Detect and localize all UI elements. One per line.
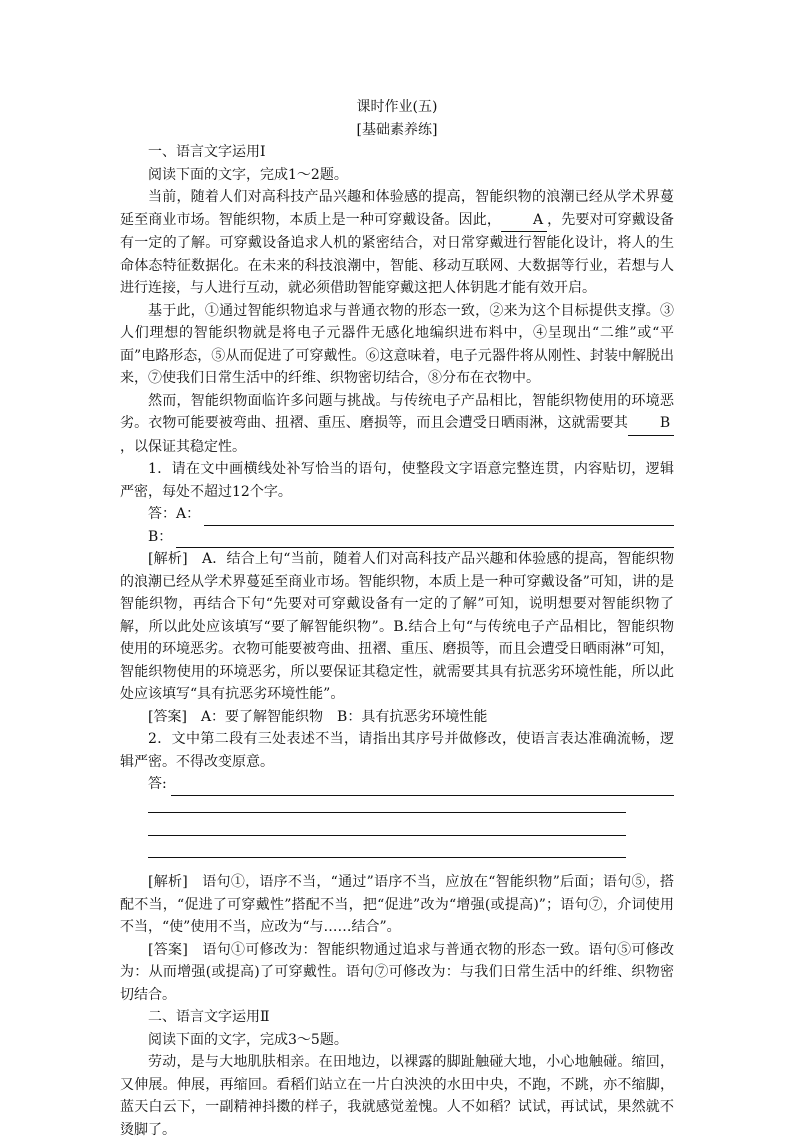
answer-a-row: [120, 503, 674, 526]
passage-text: ，以保证其稳定性。: [120, 438, 246, 455]
blank-a: A: [501, 209, 547, 233]
section2-instruction: 阅读下面的文字，完成3～5题。: [148, 1031, 348, 1048]
analysis-tag: [解析]: [148, 874, 188, 890]
answer-2-label: 答:: [148, 776, 167, 792]
passage-text: 当前，随着人们对高科技产品兴趣和体验感的提高，智能织物的浪潮已经从学术界蔓延至商业市场。智能织物，本质上是一种可穿戴设备。因此，: [120, 189, 674, 228]
page-title: 课时作业(五): [356, 99, 438, 115]
q2-analysis: [120, 871, 674, 939]
answer-2-line-2[interactable]: [120, 796, 674, 819]
section2-heading: 二、语言文字运用Ⅱ: [148, 1009, 270, 1025]
analysis-tag: [解析]: [148, 551, 188, 567]
q2-key: [120, 939, 674, 1007]
answer-2-line-4[interactable]: [120, 841, 674, 864]
q1-analysis: [120, 548, 674, 706]
q1-key: [120, 706, 674, 729]
answer-b-line[interactable]: [176, 533, 674, 548]
key-text: 语句①可修改为：智能织物通过追求与普通衣物的形态一致。语句⑤可修改为：从而增强(或提高)了可穿戴性。语句⑦可修改为：与我们日常生活中的纤维、织物密切结合。: [120, 941, 675, 1003]
answer-a-label: 答：A：: [148, 506, 201, 522]
key-tag: [答案]: [148, 708, 187, 725]
passage-paragraph-2: 基于此，①通过智能织物追求与普通衣物的形态一致，②来为这个目标提供支撑。③人们理想的智能织物就是将电子元器件无感化地编织进布料中，④呈现出“二维”或“平面”电路形态，⑤从而促进了可穿戴性。⑥这意味着，电子元器件将从刚性、封装中解脱出来，⑦使我们日常生活中的纤维、织物密切结合，⑧分布在衣物中。: [120, 302, 674, 386]
passage2-paragraph-1: 劳动，是与大地肌肤相亲。在田地边，以裸露的脚趾触碰大地，小心地触碰。缩回，又伸展。伸展，再缩回。看稻们站立在一片白泱泱的水田中央，不跑，不跳，亦不缩脚，蓝天白云下，一副精神抖擞的样子，我就感觉羞愧。人不如稻？试试，再试试，果然就不烫脚了。: [120, 1054, 674, 1138]
answer-2-row: [120, 773, 674, 796]
answer-b-label: B：: [148, 528, 173, 545]
passage-paragraph-3: [120, 390, 674, 459]
answer-b-row: [120, 526, 674, 549]
section1-instruction: 阅读下面的文字，完成1～2题。: [148, 166, 348, 183]
page-subtitle: [基础素养练]: [356, 121, 438, 138]
question-1: 1．请在文中画横线处补写恰当的语句，使整段文字语意完整连贯，内容贴切，逻辑严密，每处不超过12个字。: [120, 461, 674, 500]
answer-a-line[interactable]: [204, 511, 674, 526]
key-text: A：要了解智能织物 B：具有抗恶劣环境性能: [200, 708, 488, 725]
section1-heading: 一、语言文字运用Ⅰ: [148, 144, 266, 160]
answer-2-line[interactable]: [171, 781, 674, 796]
worksheet-page: [120, 96, 674, 1141]
analysis-text: A．结合上句“当前，随着人们对高科技产品兴趣和体验感的提高，智能织物的浪潮已经从学术界蔓延至商业市场。智能织物，本质上是一种可穿戴设备”可知，讲的是智能织物，再结合下句“先要对可穿戴设备有一定的了解”可知，说明想要对智能织物了解，所以此处应该填写“要了解智能织物”。B.结合上句“与传统电子产品相比，智能织物使用的环境恶劣。衣物可能要被弯曲、扭褶、重压、磨损等，而且会遭受日晒雨淋”可知，智能织物使用的环境恶劣，所以要保证其稳定性，就需要其具有抗恶劣环境性能，所以此处应该填写“具有抗恶劣环境性能”。: [120, 551, 675, 702]
analysis-text: 语句①，语序不当，“通过”语序不当，应放在“智能织物”后面；语句⑤，搭配不当，“促进了可穿戴性”搭配不当，把“促进”改为“增强(或提高)”；语句⑦，介词使用不当，“使”使用不当，应改为“与……结合”。: [120, 874, 674, 935]
passage-text: 然而，智能织物面临许多问题与挑战。与传统电子产品相比，智能织物使用的环境恶劣。衣物可能要被弯曲、扭褶、重压、磨损等，而且会遭受日晒雨淋，这就需要其: [120, 392, 674, 431]
key-tag: [答案]: [148, 941, 188, 958]
passage-text: ，先要对可穿戴设备有一定的了解。可穿戴设备追求人机的紧密结合，对日常穿戴进行智能化设计，将人的生命体态特征数据化。在未来的科技浪潮中，智能、移动互联网、大数据等行业，若想与人进行连接，与人进行互动，就必须借助智能穿戴这把人体钥匙才能有效开启。: [120, 211, 674, 296]
blank-b: B: [628, 412, 674, 436]
question-2: 2．文中第二段有三处表述不当，请指出其序号并做修改，使语言表达准确流畅，逻辑严密。不得改变原意。: [120, 731, 674, 770]
answer-2-line-3[interactable]: [120, 818, 674, 841]
passage-paragraph-1: [120, 186, 674, 300]
